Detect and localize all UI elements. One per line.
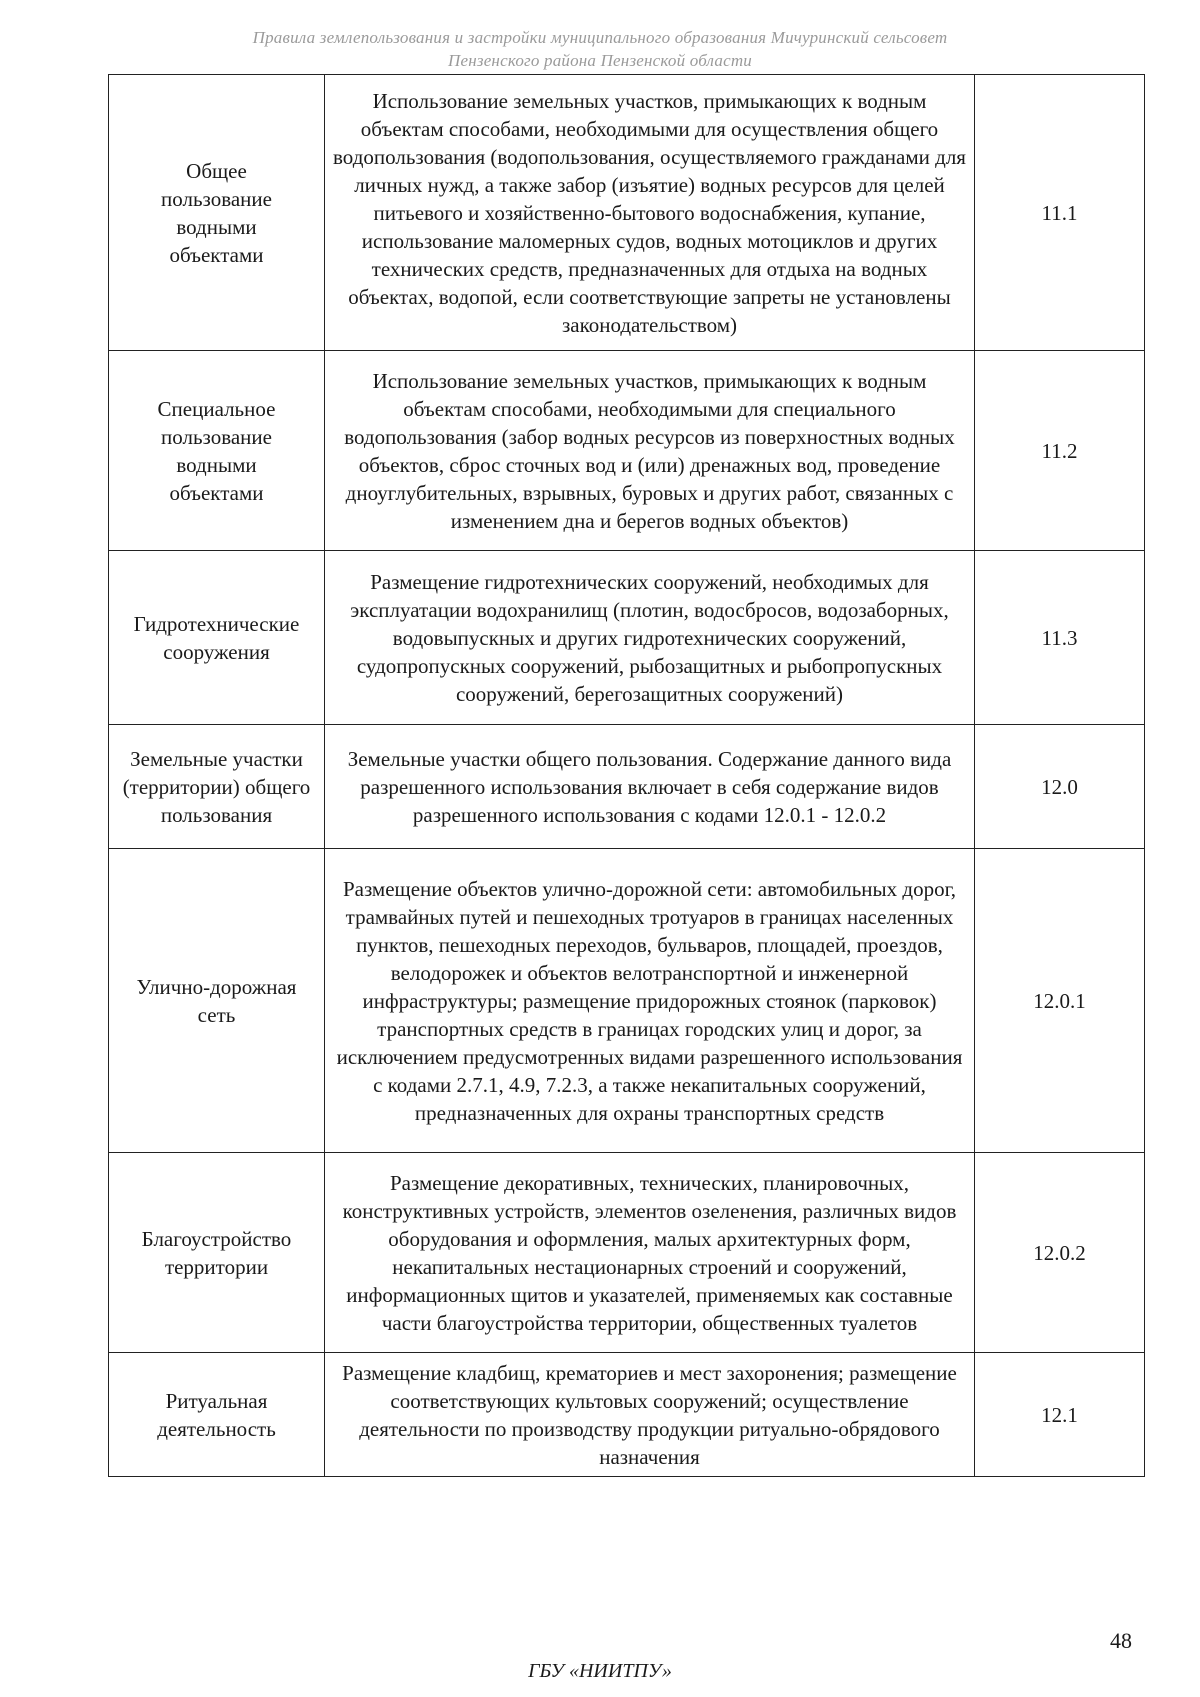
use-description-cell: Использование земельных участков, примыкающих к водным объектам способами, необходимыми для осуществления общего водопользования (водопользования, осуществляемого гражданами для личных нужд, а также забор (изъятие) водных ресурсов для целей питьевого и хозяйственно-бытового водоснабжения, купание, использование маломерных судов, водных мотоциклов и других технических средств, предназначенных для отдыха на водных объектах, водопой, если соответствующие запреты не установлены законодательством) [325,75,975,351]
use-description-cell: Размещение объектов улично-дорожной сети: автомобильных дорог, трамвайных путей и пешеходных тротуаров в границах населенных пунктов, пешеходных переходов, бульваров, площадей, проездов, велодорожек и объектов велотранспортной и инженерной инфраструктуры; размещение придорожных стоянок (парковок) транспортных средств в границах городских улиц и дорог, за исключением предусмотренных видами разрешенного использования с кодами 2.7.1, 4.9, 7.2.3, а также некапитальных сооружений, предназначенных для охраны транспортных средств [325,849,975,1153]
use-name-cell: Благоустройство территории [109,1153,325,1353]
land-use-table [108,74,1145,1477]
header-line-1: Правила землепользования и застройки муниципального образования Мичуринский сельсовет [252,28,948,47]
use-description-cell: Размещение кладбищ, крематориев и мест захоронения; размещение соответствующих культовых сооружений; осуществление деятельности по производству продукции ритуально-обрядового назначения [325,1353,975,1477]
page-number: 48 [1110,1628,1132,1653]
use-description-cell: Размещение гидротехнических сооружений, необходимых для эксплуатации водохранилищ (плотин, водосбросов, водозаборных, водовыпускных и других гидротехнических сооружений, судопропускных сооружений, рыбозащитных и рыбопропускных сооружений, берегозащитных сооружений) [325,551,975,725]
table-row [109,75,1145,351]
use-description-cell: Размещение декоративных, технических, планировочных, конструктивных устройств, элементов озеленения, различных видов оборудования и оформления, малых архитектурных форм, некапитальных нестационарных строений и сооружений, информационных щитов и указателей, применяемых как составные части благоустройства территории, общественных туалетов [325,1153,975,1353]
use-code-cell: 11.3 [975,551,1145,725]
use-code-cell: 12.0.2 [975,1153,1145,1353]
page-header [100,26,1100,72]
use-code-cell: 11.2 [975,351,1145,551]
use-name-cell: Специальное пользование водными объектами [109,351,325,551]
use-name-cell: Улично-дорожная сеть [109,849,325,1153]
use-name-cell: Общее пользование водными объектами [109,75,325,351]
use-name-cell: Гидротехнические сооружения [109,551,325,725]
use-code-cell: 12.0.1 [975,849,1145,1153]
use-code-cell: 12.0 [975,725,1145,849]
table-row [109,1353,1145,1477]
use-code-cell: 11.1 [975,75,1145,351]
table-row [109,1153,1145,1353]
use-description-cell: Использование земельных участков, примыкающих к водным объектам способами, необходимыми для специального водопользования (забор водных ресурсов из поверхностных водных объектов, сброс сточных вод и (или) дренажных вод, проведение дноуглубительных, взрывных, буровых и других работ, связанных с изменением дна и берегов водных объектов) [325,351,975,551]
use-name-cell: Ритуальная деятельность [109,1353,325,1477]
table-row [109,725,1145,849]
table-row [109,849,1145,1153]
header-line-2: Пензенского района Пензенской области [448,51,752,70]
use-code-cell: 12.1 [975,1353,1145,1477]
table-row [109,551,1145,725]
use-name-cell: Земельные участки (территории) общего пользования [109,725,325,849]
use-description-cell: Земельные участки общего пользования. Содержание данного вида разрешенного использования включает в себя содержание видов разрешенного использования с кодами 12.0.1 - 12.0.2 [325,725,975,849]
page-footer: ГБУ «НИИТПУ» [528,1660,672,1682]
table-row [109,351,1145,551]
